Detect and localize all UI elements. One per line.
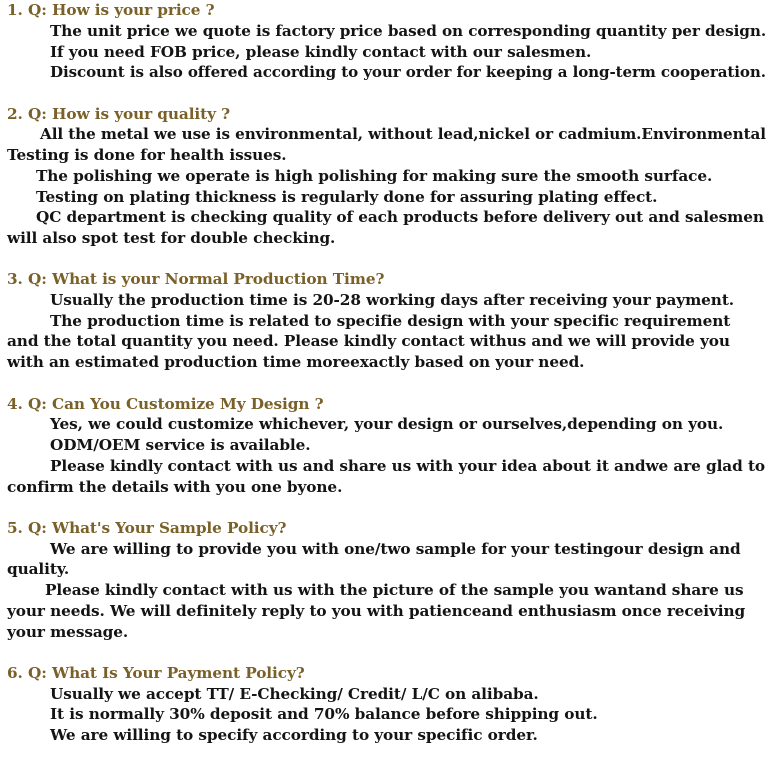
faq-question-6: 6. Q: What Is Your Payment Policy?	[7, 664, 305, 682]
faq-answer-line: Discount is also offered according to your order for keeping a long-term cooperation.	[50, 63, 766, 81]
faq-answer-line: QC department is checking quality of each products before delivery out and salesmen	[36, 208, 764, 226]
faq-answer-line: It is normally 30% deposit and 70% balance before shipping out.	[50, 705, 598, 723]
faq-answer-line: Please kindly contact with us and share us with your idea about it andwe are glad to	[50, 457, 766, 475]
faq-answer-line: The polishing we operate is high polishing for making sure the smooth surface.	[36, 167, 713, 185]
faq-answer-line: quality.	[7, 560, 70, 578]
faq-answer-line: The unit price we quote is factory price based on corresponding quantity per design.	[50, 22, 767, 40]
faq-question-4: 4. Q: Can You Customize My Design ?	[7, 395, 324, 413]
faq-answer-line: All the metal we use is environmental, without lead,nickel or cadmium.Environmental	[40, 125, 766, 143]
faq-answer-line: If you need FOB price, please kindly contact with our salesmen.	[50, 43, 592, 61]
faq-answer-line: with an estimated production time moreexactly based on your need.	[7, 353, 585, 371]
faq-answer-line: The production time is related to specifie design with your specific requirement	[50, 312, 731, 330]
faq-answer-line: Usually the production time is 20-28 working days after receiving your payment.	[50, 291, 735, 309]
faq-answer-line: and the total quantity you need. Please kindly contact withus and we will provide you	[7, 332, 730, 350]
faq-answer-line: Yes, we could customize whichever, your design or ourselves,depending on you.	[50, 415, 724, 433]
faq-answer-line: Testing on plating thickness is regularly done for assuring plating effect.	[36, 188, 658, 206]
faq-answer-line: Usually we accept TT/ E-Checking/ Credit/ L/C on alibaba.	[50, 685, 539, 703]
faq-question-1: 1. Q: How is your price ?	[7, 1, 215, 19]
faq-question-5: 5. Q: What's Your Sample Policy?	[7, 519, 287, 537]
faq-answer-line: We are willing to provide you with one/two sample for your testingour design and	[50, 540, 741, 558]
faq-answer-line: your message.	[7, 623, 129, 641]
faq-question-2: 2. Q: How is your quality ?	[7, 105, 230, 123]
faq-answer-line: confirm the details with you one byone.	[7, 478, 343, 496]
faq-answer-line: ODM/OEM service is available.	[50, 436, 311, 454]
faq-answer-line: We are willing to specify according to your specific order.	[50, 726, 538, 744]
faq-answer-line: will also spot test for double checking.	[7, 229, 336, 247]
faq-answer-line: your needs. We will definitely reply to you with patienceand enthusiasm once receiving	[7, 602, 746, 620]
faq-answer-line: Testing is done for health issues.	[7, 146, 287, 164]
faq-answer-line: Please kindly contact with us with the picture of the sample you wantand share us	[45, 581, 744, 599]
faq-question-3: 3. Q: What is your Normal Production Time?	[7, 270, 385, 288]
